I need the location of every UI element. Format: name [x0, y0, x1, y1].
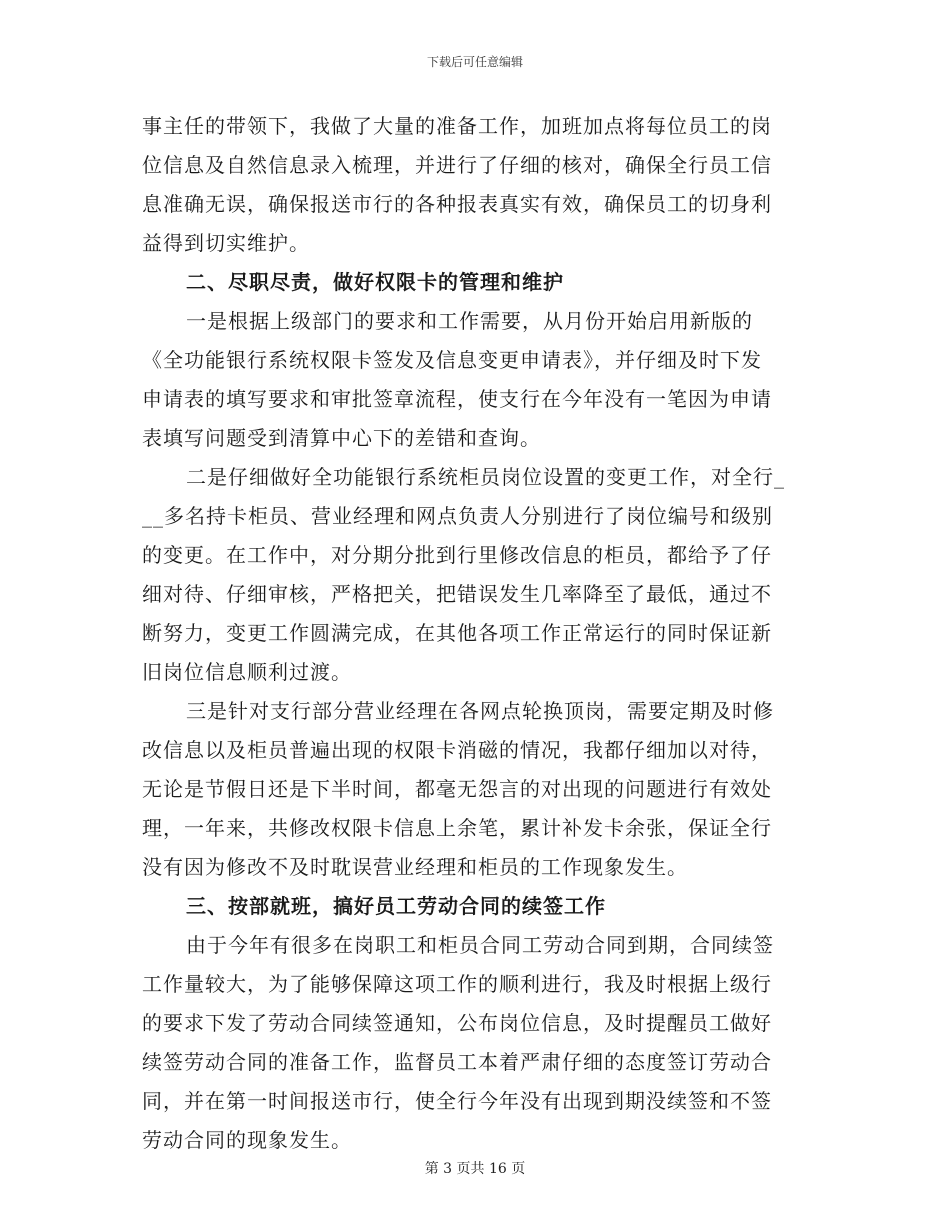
body-line: 理，一年来，共修改权限卡信息上余笔，累计补发卡余张，保证全行	[142, 816, 772, 840]
body-line: 一是根据上级部门的要求和工作需要，从月份开始启用新版的	[186, 309, 753, 333]
body-line: __多名持卡柜员、营业经理和网点负责人分别进行了岗位编号和级别	[142, 504, 773, 528]
body-line: 工作量较大，为了能够保障这项工作的顺利进行，我及时根据上级行	[142, 972, 772, 996]
body-line: 《全功能银行系统权限卡签发及信息变更申请表》，并仔细及时下发	[142, 348, 762, 372]
body-line: 由于今年有很多在岗职工和柜员合同工劳动合同到期，合同续签	[186, 933, 774, 957]
body-line: 事主任的带领下，我做了大量的准备工作，加班加点将每位员工的岗	[142, 114, 772, 138]
document-body	[142, 107, 808, 1160]
body-line: 的要求下发了劳动合同续签通知，公布岗位信息，及时提醒员工做好	[142, 1011, 772, 1035]
body-line: 续签劳动合同的准备工作，监督员工本着严肃仔细的态度签订劳动合	[142, 1050, 772, 1074]
body-line: 二是仔细做好全功能银行系统柜员岗位设置的变更工作，对全行_	[186, 465, 785, 489]
body-line: 同，并在第一时间报送市行，使全行今年没有出现到期没续签和不签	[142, 1089, 772, 1113]
page-header: 下载后可任意编辑	[426, 55, 523, 69]
body-line: 旧岗位信息顺利过渡。	[142, 660, 352, 684]
body-line: 劳动合同的现象发生。	[142, 1128, 352, 1152]
body-line: 无论是节假日还是下半时间，都毫无怨言的对出现的问题进行有效处	[142, 777, 772, 801]
body-line: 息准确无误，确保报送市行的各种报表真实有效，确保员工的切身利	[142, 192, 772, 216]
body-line: 细对待、仔细审核，严格把关，把错误发生几率降至了最低，通过不	[142, 582, 772, 606]
section-heading-2: 二、尽职尽责，做好权限卡的管理和维护	[186, 270, 564, 294]
body-line: 位信息及自然信息录入梳理，并进行了仔细的核对，确保全行员工信	[142, 153, 772, 177]
body-line: 申请表的填写要求和审批签章流程，使支行在今年没有一笔因为申请	[142, 387, 772, 411]
page-footer: 第 3 页共 16 页	[424, 1161, 526, 1177]
body-line: 三是针对支行部分营业经理在各网点轮换顶岗，需要定期及时修	[186, 699, 774, 723]
body-line: 改信息以及柜员普遍出现的权限卡消磁的情况，我都仔细加以对待，	[142, 738, 772, 762]
body-line: 益得到切实维护。	[142, 231, 310, 255]
body-line: 表填写问题受到清算中心下的差错和查询。	[142, 426, 541, 450]
section-heading-3: 三、按部就班，搞好员工劳动合同的续签工作	[186, 894, 606, 918]
body-line: 没有因为修改不及时耽误营业经理和柜员的工作现象发生。	[142, 855, 688, 879]
body-line: 断努力，变更工作圆满完成，在其他各项工作正常运行的同时保证新	[142, 621, 772, 645]
body-line: 的变更。在工作中，对分期分批到行里修改信息的柜员，都给予了仔	[142, 543, 772, 567]
